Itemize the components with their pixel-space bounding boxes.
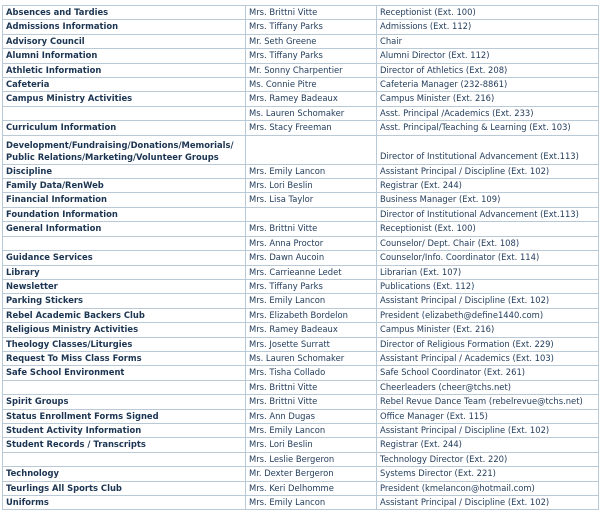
table-row	[3, 222, 599, 236]
topic-cell: Status Enrollment Forms Signed	[3, 409, 246, 423]
topic-cell: Admissions Information	[3, 20, 246, 34]
contact-role-cell: Counselor/ Dept. Chair (Ext. 108)	[377, 236, 599, 250]
contact-role-cell: Office Manager (Ext. 115)	[377, 409, 599, 423]
topic-cell: Parking Stickers	[3, 294, 246, 308]
topic-cell: Alumni Information	[3, 49, 246, 63]
topic-cell: Request To Miss Class Forms	[3, 351, 246, 365]
contact-name-cell: Mrs. Tiffany Parks	[246, 279, 377, 293]
table-row	[3, 265, 599, 279]
contact-role-cell: Asst. Principal /Academics (Ext. 233)	[377, 106, 599, 120]
topic-cell: Athletic Information	[3, 63, 246, 77]
topic-cell: Newsletter	[3, 279, 246, 293]
table-row	[3, 351, 599, 365]
contact-directory-body	[3, 6, 599, 510]
contact-name-cell: Mrs. Tiffany Parks	[246, 20, 377, 34]
topic-cell: Student Activity Information	[3, 423, 246, 437]
contact-directory-table	[2, 5, 599, 510]
contact-role-cell: Business Manager (Ext. 109)	[377, 193, 599, 207]
contact-name-cell	[246, 207, 377, 221]
contact-name-cell: Mrs. Brittni Vitte	[246, 395, 377, 409]
table-row	[3, 6, 599, 20]
contact-role-cell: Director of Religious Formation (Ext. 229)	[377, 337, 599, 351]
contact-name-cell: Mrs. Lori Beslin	[246, 438, 377, 452]
contact-name-cell: Mrs. Lori Beslin	[246, 179, 377, 193]
contact-role-cell: President (elizabeth@define1440.com)	[377, 308, 599, 322]
contact-role-cell: Cafeteria Manager (232-8861)	[377, 78, 599, 92]
contact-role-cell: Counselor/Info. Coordinator (Ext. 114)	[377, 251, 599, 265]
contact-name-cell: Mrs. Dawn Aucoin	[246, 251, 377, 265]
contact-role-cell: Registrar (Ext. 244)	[377, 438, 599, 452]
contact-name-cell: Ms. Lauren Schomaker	[246, 106, 377, 120]
contact-role-cell: Assistant Principal / Discipline (Ext. 102)	[377, 294, 599, 308]
contact-role-cell: Rebel Revue Dance Team (rebelrevue@tchs.net)	[377, 395, 599, 409]
table-row	[3, 78, 599, 92]
table-row	[3, 92, 599, 106]
contact-name-cell: Mrs. Elizabeth Bordelon	[246, 308, 377, 322]
contact-name-cell: Mrs. Emily Lancon	[246, 423, 377, 437]
contact-role-cell: Director of Institutional Advancement (Ext.113)	[377, 207, 599, 221]
contact-role-cell: Director of Institutional Advancement (Ext.113)	[377, 135, 599, 164]
table-row	[3, 323, 599, 337]
topic-cell: Curriculum Information	[3, 121, 246, 135]
contact-name-cell: Mr. Sonny Charpentier	[246, 63, 377, 77]
topic-cell: Technology	[3, 467, 246, 481]
contact-role-cell: Safe School Coordinator (Ext. 261)	[377, 366, 599, 380]
table-row	[3, 179, 599, 193]
topic-cell: Uniforms	[3, 496, 246, 510]
contact-role-cell: Alumni Director (Ext. 112)	[377, 49, 599, 63]
contact-role-cell: Campus Minister (Ext. 216)	[377, 92, 599, 106]
contact-name-cell: Mrs. Tiffany Parks	[246, 49, 377, 63]
contact-role-cell: Assistant Principal / Discipline (Ext. 102)	[377, 423, 599, 437]
topic-cell	[3, 380, 246, 394]
contact-role-cell: Assistant Principal / Discipline (Ext. 102)	[377, 164, 599, 178]
topic-cell: Teurlings All Sports Club	[3, 481, 246, 495]
table-row	[3, 193, 599, 207]
contact-name-cell: Mr. Seth Greene	[246, 34, 377, 48]
contact-name-cell: Mrs. Emily Lancon	[246, 294, 377, 308]
contact-name-cell: Mrs. Emily Lancon	[246, 164, 377, 178]
table-row	[3, 467, 599, 481]
table-row	[3, 337, 599, 351]
topic-cell: Absences and Tardies	[3, 6, 246, 20]
contact-name-cell: Mrs. Stacy Freeman	[246, 121, 377, 135]
contact-name-cell: Mrs. Anna Proctor	[246, 236, 377, 250]
contact-name-cell: Mrs. Brittni Vitte	[246, 222, 377, 236]
contact-name-cell: Mrs. Ramey Badeaux	[246, 92, 377, 106]
topic-cell: Discipline	[3, 164, 246, 178]
topic-cell: Advisory Council	[3, 34, 246, 48]
table-row	[3, 34, 599, 48]
table-row	[3, 409, 599, 423]
topic-cell: Campus Ministry Activities	[3, 92, 246, 106]
topic-cell	[3, 236, 246, 250]
contact-name-cell: Mrs. Brittni Vitte	[246, 380, 377, 394]
contact-name-cell: Mrs. Emily Lancon	[246, 496, 377, 510]
table-row	[3, 164, 599, 178]
table-row	[3, 251, 599, 265]
table-row	[3, 294, 599, 308]
table-row	[3, 308, 599, 322]
contact-name-cell	[246, 135, 377, 164]
contact-name-cell: Mr. Dexter Bergeron	[246, 467, 377, 481]
topic-cell: General Information	[3, 222, 246, 236]
table-row	[3, 121, 599, 135]
topic-cell: Library	[3, 265, 246, 279]
topic-cell	[3, 452, 246, 466]
topic-cell: Development/Fundraising/Donations/Memorials/ Public Relations/Marketing/Volunteer Groups	[3, 135, 246, 164]
contact-role-cell: Systems Director (Ext. 221)	[377, 467, 599, 481]
topic-cell: Financial Information	[3, 193, 246, 207]
table-row	[3, 423, 599, 437]
table-row	[3, 106, 599, 120]
contact-name-cell: Mrs. Josette Surratt	[246, 337, 377, 351]
table-row	[3, 207, 599, 221]
contact-role-cell: Cheerleaders (cheer@tchs.net)	[377, 380, 599, 394]
contact-name-cell: Ms. Lauren Schomaker	[246, 351, 377, 365]
table-row	[3, 49, 599, 63]
contact-role-cell: Registrar (Ext. 244)	[377, 179, 599, 193]
table-row	[3, 496, 599, 510]
topic-cell: Rebel Academic Backers Club	[3, 308, 246, 322]
contact-name-cell: Mrs. Lisa Taylor	[246, 193, 377, 207]
topic-cell: Safe School Environment	[3, 366, 246, 380]
contact-role-cell: Assistant Principal / Discipline (Ext. 102)	[377, 496, 599, 510]
contact-role-cell: Campus Minister (Ext. 216)	[377, 323, 599, 337]
topic-cell: Cafeteria	[3, 78, 246, 92]
contact-role-cell: Director of Athletics (Ext. 208)	[377, 63, 599, 77]
contact-role-cell: President (kmelancon@hotmail.com)	[377, 481, 599, 495]
topic-cell: Theology Classes/Liturgies	[3, 337, 246, 351]
table-row	[3, 395, 599, 409]
table-row	[3, 366, 599, 380]
contact-role-cell: Receptionist (Ext. 100)	[377, 6, 599, 20]
contact-role-cell: Asst. Principal/Teaching & Learning (Ext. 103)	[377, 121, 599, 135]
contact-name-cell: Mrs. Leslie Bergeron	[246, 452, 377, 466]
topic-cell: Family Data/RenWeb	[3, 179, 246, 193]
contact-name-cell: Mrs. Carrieanne Ledet	[246, 265, 377, 279]
table-row	[3, 279, 599, 293]
contact-name-cell: Mrs. Brittni Vitte	[246, 6, 377, 20]
topic-cell: Guidance Services	[3, 251, 246, 265]
table-row	[3, 63, 599, 77]
topic-cell: Student Records / Transcripts	[3, 438, 246, 452]
topic-cell: Spirit Groups	[3, 395, 246, 409]
contact-role-cell: Receptionist (Ext. 100)	[377, 222, 599, 236]
contact-name-cell: Mrs. Ann Dugas	[246, 409, 377, 423]
table-row	[3, 135, 599, 164]
contact-role-cell: Technology Director (Ext. 220)	[377, 452, 599, 466]
contact-role-cell: Librarian (Ext. 107)	[377, 265, 599, 279]
topic-cell: Foundation Information	[3, 207, 246, 221]
contact-name-cell: Mrs. Tisha Collado	[246, 366, 377, 380]
contact-name-cell: Mrs. Ramey Badeaux	[246, 323, 377, 337]
table-row	[3, 438, 599, 452]
contact-role-cell: Publications (Ext. 112)	[377, 279, 599, 293]
table-row	[3, 20, 599, 34]
table-row	[3, 452, 599, 466]
contact-role-cell: Admissions (Ext. 112)	[377, 20, 599, 34]
contact-role-cell: Assistant Principal / Academics (Ext. 103)	[377, 351, 599, 365]
topic-cell	[3, 106, 246, 120]
contact-name-cell: Mrs. Keri Delhomme	[246, 481, 377, 495]
contact-name-cell: Ms. Connie Pitre	[246, 78, 377, 92]
topic-cell: Religious Ministry Activities	[3, 323, 246, 337]
table-row	[3, 236, 599, 250]
contact-role-cell: Chair	[377, 34, 599, 48]
table-row	[3, 481, 599, 495]
table-row	[3, 380, 599, 394]
